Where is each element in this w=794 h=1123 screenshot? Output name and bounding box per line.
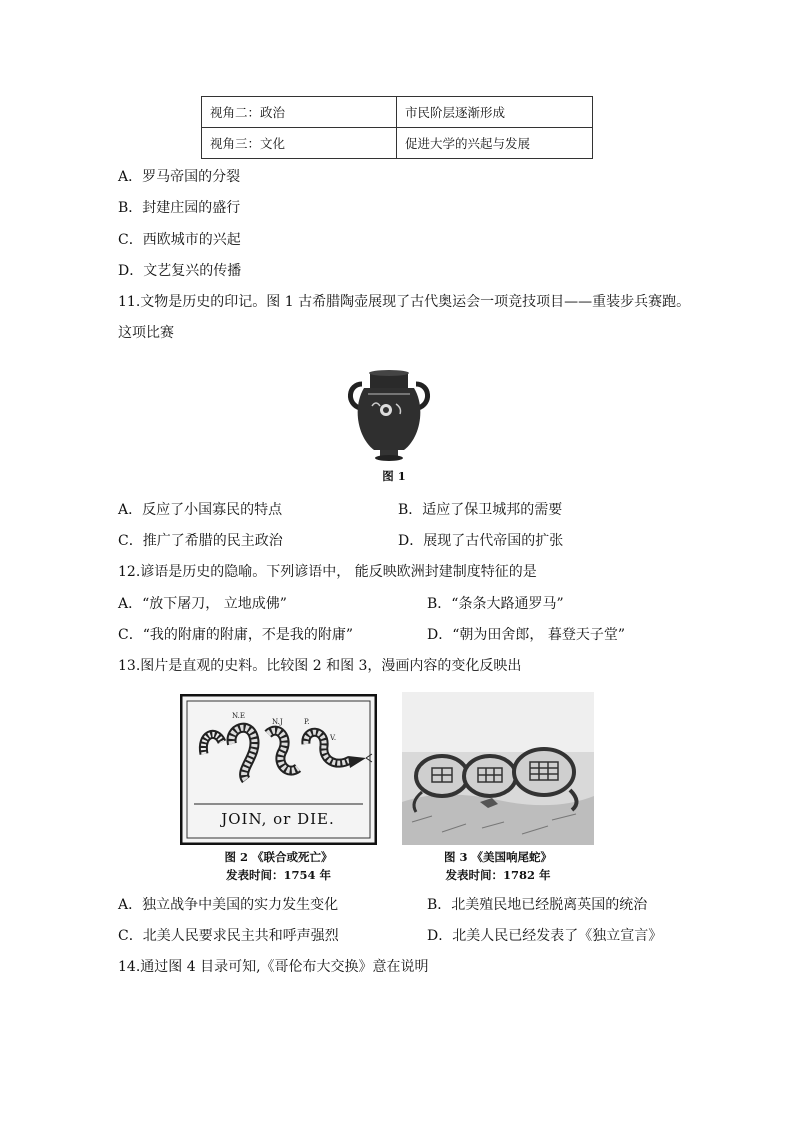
q10-option-c: C．西欧城市的兴起	[118, 232, 241, 248]
q12-stem: 12.谚语是历史的隐喻。下列谚语中， 能反映欧洲封建制度特征的是	[118, 564, 537, 580]
q11-stem-line2: 这项比赛	[118, 325, 174, 341]
q13-option-a: A．独立战争中美国的实力发生变化	[118, 897, 339, 913]
q11-option-b: B．适应了保卫城邦的需要	[398, 502, 563, 518]
q11-stem-line1: 11.文物是历史的印记。图 1 古希腊陶壶展现了古代奥运会一项竞技项目——重装步兵赛跑。	[118, 294, 691, 310]
svg-text:P.: P.	[304, 718, 310, 726]
table-cell-view: 视角二：政治	[202, 97, 397, 128]
q11-option-d: D．展现了古代帝国的扩张	[398, 533, 564, 549]
perspective-table	[201, 96, 593, 159]
q13-option-b: B．北美殖民地已经脱离英国的统治	[427, 897, 648, 913]
q13-option-c: C．北美人民要求民主共和呼声强烈	[118, 928, 339, 944]
join-or-die-banner: JOIN, or DIE.	[221, 810, 335, 828]
q10-option-d: D．文艺复兴的传播	[118, 263, 242, 279]
figure-3-caption: 图 3 《美国响尾蛇》	[443, 850, 552, 864]
q11-option-c: C．推广了希腊的民主政治	[118, 533, 283, 549]
q12-option-b: B．“条条大路通罗马”	[427, 596, 564, 612]
svg-text:N.E: N.E	[232, 712, 246, 720]
table-cell-content: 促进大学的兴起与发展	[397, 128, 593, 159]
q12-option-d: D．“朝为田舍郎， 暮登天子堂”	[427, 627, 625, 643]
svg-text:V.: V.	[330, 734, 337, 742]
q10-option-b: B．封建庄园的盛行	[118, 200, 241, 216]
q12-option-c: C．“我的附庸的附庸，不是我的附庸”	[118, 627, 354, 643]
q12-option-a: A．“放下屠刀， 立地成佛”	[118, 596, 287, 612]
q13-option-d: D．北美人民已经发表了《独立宣言》	[427, 928, 663, 944]
table-row	[202, 128, 593, 159]
table-row	[202, 97, 593, 128]
table-cell-view: 视角三：文化	[202, 128, 397, 159]
q11-option-a: A．反应了小国寡民的特点	[118, 502, 283, 518]
q13-stem: 13.图片是直观的史料。比较图 2 和图 3，漫画内容的变化反映出	[118, 658, 522, 674]
q14-stem: 14.通过图 4 目录可知,《哥伦布大交换》意在说明	[118, 959, 429, 975]
figure-1-caption: 图 1	[382, 469, 406, 483]
svg-text:N.J: N.J	[272, 718, 283, 726]
figure-2-caption: 图 2 《联合或死亡》	[224, 850, 333, 864]
join-or-die-cartoon	[180, 694, 377, 845]
figure-3-date: 发表时间：1782 年	[445, 868, 551, 882]
figure-2-date: 发表时间：1754 年	[225, 868, 331, 882]
q10-option-a: A．罗马帝国的分裂	[118, 169, 241, 185]
greek-vase-image	[346, 368, 432, 463]
american-rattlesnake-cartoon	[402, 692, 594, 845]
table-cell-content: 市民阶层逐渐形成	[397, 97, 593, 128]
